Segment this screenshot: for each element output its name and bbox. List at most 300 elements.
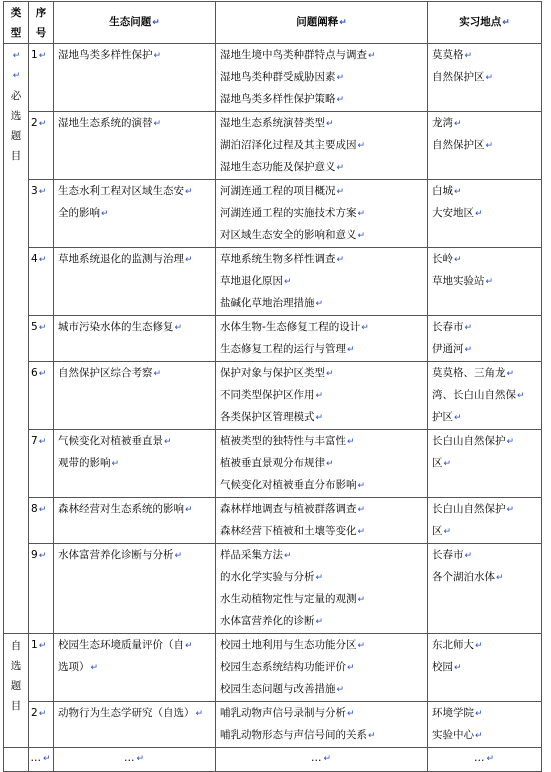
return-mark-icon: ↵ — [326, 459, 334, 469]
return-mark-icon: ↵ — [111, 459, 120, 469]
explain-line — [220, 567, 423, 589]
return-mark-icon: ↵ — [42, 754, 52, 764]
explain-line — [220, 679, 423, 701]
issue-text: 生态水利工程对区域生态安 — [58, 185, 184, 197]
site-cell — [428, 112, 542, 180]
site-line — [432, 113, 537, 135]
return-mark-icon: ↵ — [153, 51, 162, 61]
explain-line — [220, 157, 423, 179]
explain-text: 校园生态系统结构功能评价 — [220, 661, 346, 673]
issue-cell — [54, 112, 216, 180]
issue-cell — [54, 180, 216, 248]
table-row — [4, 180, 542, 248]
issue-line — [58, 431, 211, 453]
issue-text: 动物行为生态学研究（自选） — [58, 707, 195, 719]
site-text: 长白山自然保护 — [432, 435, 506, 447]
header-num-text: 序号 — [35, 6, 47, 39]
return-mark-icon: ↵ — [485, 141, 494, 151]
site-line — [432, 521, 537, 543]
issue-line — [58, 113, 211, 135]
site-text: 自然保护区 — [432, 71, 485, 83]
issue-line — [58, 45, 211, 67]
explain-text: 森林经营下植被和土壤等变化 — [220, 525, 357, 537]
return-mark-icon: ↵ — [475, 731, 483, 741]
return-mark-icon: ↵ — [475, 709, 483, 719]
explain-line — [220, 589, 423, 611]
return-mark-icon: ↵ — [464, 345, 473, 355]
explain-line — [220, 317, 423, 339]
header-explain — [216, 2, 428, 44]
explain-text: 河湖连通工程的项目概况 — [220, 185, 336, 197]
return-mark-icon: ↵ — [326, 119, 334, 129]
explain-text: 湿地生态功能及保护意义 — [220, 161, 336, 173]
explain-line — [220, 499, 423, 521]
site-text: 草地实验站 — [432, 275, 485, 287]
explain-text: 保护对象与保护区类型 — [220, 367, 325, 379]
row-number-text: 1 — [31, 639, 38, 651]
return-mark-icon: ↵ — [153, 369, 162, 379]
explain-line — [220, 545, 423, 567]
site-text: 自然保护区 — [432, 139, 485, 151]
return-mark-icon: ↵ — [443, 459, 452, 469]
site-line — [432, 567, 537, 589]
explain-text: 植被垂直景观分布规律 — [220, 457, 325, 469]
return-mark-icon: ↵ — [361, 323, 369, 333]
header-type-text: 类型 — [10, 6, 22, 39]
row-number-text: 1 — [31, 49, 38, 61]
explain-text: 校园土地利用与生态功能分区 — [220, 639, 357, 651]
issue-line — [58, 249, 211, 271]
return-mark-icon: ↵ — [195, 709, 204, 719]
site-text: 莫莫格、三角龙 — [432, 367, 506, 379]
return-mark-icon: ↵ — [136, 754, 146, 764]
row-number-text: 3 — [31, 185, 38, 197]
issue-cell — [54, 634, 216, 702]
row-number-text: 6 — [31, 367, 38, 379]
site-text: 大安地区 — [432, 207, 474, 219]
return-mark-icon: ↵ — [336, 255, 345, 265]
return-mark-icon: ↵ — [357, 641, 366, 651]
ellipsis-cell — [29, 748, 54, 772]
header-site-text: 实习地点 — [459, 16, 502, 28]
site-line — [432, 45, 537, 67]
row-number-text: 2 — [31, 117, 38, 129]
explain-line — [220, 89, 423, 111]
return-mark-icon: ↵ — [339, 18, 347, 28]
explain-text: 样品采集方法 — [220, 549, 283, 561]
header-site — [428, 2, 542, 44]
site-cell — [428, 498, 542, 544]
explain-line — [220, 225, 423, 247]
explain-text: 盐碱化草地治理措施 — [220, 297, 315, 309]
return-mark-icon: ↵ — [38, 709, 47, 719]
return-mark-icon: ↵ — [368, 51, 376, 61]
explain-cell — [216, 316, 428, 362]
explain-line — [220, 203, 423, 225]
site-line — [432, 385, 537, 407]
return-mark-icon: ↵ — [90, 663, 99, 673]
explain-line — [220, 521, 423, 543]
issue-text: 气候变化对植被垂直景 — [58, 435, 163, 447]
explain-cell — [216, 702, 428, 748]
explain-line — [220, 475, 423, 497]
explain-text: 湿地生境中鸟类种群特点与调查 — [220, 49, 367, 61]
site-line — [432, 249, 537, 271]
explain-text: 草地系统生物多样性调查 — [220, 253, 336, 265]
return-mark-icon: ↵ — [38, 369, 47, 379]
site-cell — [428, 362, 542, 430]
return-mark-icon: ↵ — [454, 119, 462, 129]
site-cell — [428, 44, 542, 112]
issue-cell — [54, 430, 216, 498]
issue-line — [58, 203, 211, 225]
return-mark-icon: ↵ — [326, 369, 334, 379]
site-text: 实验中心 — [432, 729, 474, 741]
return-mark-icon: ↵ — [475, 641, 483, 651]
explain-text: 的水化学实验与分析 — [220, 571, 315, 583]
return-mark-icon: ↵ — [357, 141, 366, 151]
return-mark-icon: ↵ — [315, 413, 324, 423]
row-number-text: 7 — [31, 435, 38, 447]
return-mark-icon: ↵ — [174, 323, 183, 333]
header-issue-text: 生态问题 — [109, 16, 152, 28]
issue-line — [58, 181, 211, 203]
return-mark-icon: ↵ — [315, 299, 324, 309]
issue-text: 选项） — [58, 661, 90, 673]
return-mark-icon: ↵ — [38, 51, 47, 61]
return-mark-icon: ↵ — [357, 231, 366, 241]
explain-line — [220, 363, 423, 385]
site-text: 区 — [432, 525, 443, 537]
return-mark-icon: ↵ — [284, 277, 292, 287]
site-text: 东北师大 — [432, 639, 474, 651]
return-mark-icon: ↵ — [315, 573, 324, 583]
row-number — [29, 248, 54, 316]
site-line — [432, 181, 537, 203]
issue-line — [58, 453, 211, 475]
site-cell — [428, 634, 542, 702]
explain-line — [220, 293, 423, 315]
issue-cell — [54, 544, 216, 634]
issue-cell — [54, 498, 216, 544]
explain-text: 河湖连通工程的实施技术方案 — [220, 207, 357, 219]
site-cell — [428, 316, 542, 362]
explain-text: 湿地生态系统演替类型 — [220, 117, 325, 129]
return-mark-icon: ↵ — [323, 754, 333, 764]
site-text: 白城 — [432, 185, 453, 197]
issue-line — [58, 635, 211, 657]
return-mark-icon: ↵ — [185, 187, 193, 197]
issue-text: 湿地鸟类多样性保护 — [58, 49, 153, 61]
site-line — [432, 725, 537, 747]
return-mark-icon: ↵ — [347, 437, 355, 447]
return-mark-icon: ↵ — [185, 505, 193, 515]
return-mark-icon: ↵ — [38, 641, 47, 651]
issue-cell — [54, 248, 216, 316]
type-char: 题 — [10, 130, 22, 142]
return-mark-icon: ↵ — [336, 163, 345, 173]
return-mark-icon: ↵ — [506, 437, 515, 447]
site-text: 环境学院 — [432, 707, 474, 719]
issue-line — [58, 363, 211, 385]
site-cell — [428, 544, 542, 634]
issue-line — [58, 499, 211, 521]
explain-line — [220, 407, 423, 429]
row-number — [29, 702, 54, 748]
row-number — [29, 180, 54, 248]
table-row — [4, 248, 542, 316]
return-mark-icon: ↵ — [454, 187, 462, 197]
row-number — [29, 112, 54, 180]
ellipsis-row — [4, 748, 542, 772]
row-number — [29, 44, 54, 112]
explain-line — [220, 657, 423, 679]
explain-text: 气候变化对植被垂直分布影响 — [220, 479, 357, 491]
table-row — [4, 498, 542, 544]
return-mark-icon: ↵ — [517, 391, 525, 401]
return-mark-icon: ↵ — [368, 731, 376, 741]
issue-cell — [54, 44, 216, 112]
issue-line — [58, 657, 211, 679]
return-mark-icon: ↵ — [38, 437, 47, 447]
ellipsis-text: … — [310, 752, 323, 764]
site-text: 长岭 — [432, 253, 453, 265]
return-mark-icon: ↵ — [38, 551, 47, 561]
site-line — [432, 135, 537, 157]
practice-topics-table — [3, 1, 542, 772]
explain-line — [220, 431, 423, 453]
return-mark-icon: ↵ — [38, 119, 47, 129]
type-char: 目 — [10, 700, 22, 712]
row-number — [29, 430, 54, 498]
return-mark-icon: ↵ — [357, 527, 366, 537]
site-text: 校园 — [432, 661, 453, 673]
return-mark-icon: ↵ — [357, 595, 366, 605]
return-mark-icon: ↵ — [152, 18, 160, 28]
row-number-text: 8 — [31, 503, 38, 515]
issue-line — [58, 545, 211, 567]
return-mark-icon: ↵ — [464, 323, 473, 333]
return-mark-icon: ↵ — [475, 209, 483, 219]
issue-cell — [54, 702, 216, 748]
explain-text: 湖泊沼泽化过程及其主要成因 — [220, 139, 357, 151]
return-mark-icon: ↵ — [336, 73, 345, 83]
return-mark-icon: ↵ — [454, 663, 462, 673]
issue-cell — [54, 362, 216, 430]
return-mark-icon: ↵ — [38, 505, 47, 515]
ellipsis-cell — [428, 748, 542, 772]
explain-line — [220, 135, 423, 157]
explain-line — [220, 453, 423, 475]
explain-text: 植被类型的独特性与丰富性 — [220, 435, 346, 447]
ellipsis-cell — [4, 748, 29, 772]
row-number — [29, 316, 54, 362]
site-text: 长白山自然保护 — [432, 503, 506, 515]
type-elective-cell — [4, 634, 29, 748]
return-mark-icon: ↵ — [164, 437, 172, 447]
explain-text: 哺乳动物形态与声信号间的关系 — [220, 729, 367, 741]
header-row — [4, 2, 542, 44]
explain-line — [220, 703, 423, 725]
explain-text: 湿地鸟类种群受威胁因素 — [220, 71, 336, 83]
header-num — [29, 2, 54, 44]
site-text: 龙湾 — [432, 117, 453, 129]
explain-line — [220, 271, 423, 293]
explain-line — [220, 249, 423, 271]
issue-line — [58, 703, 211, 725]
site-text: 区 — [432, 457, 443, 469]
ellipsis-text: … — [123, 752, 136, 764]
site-line — [432, 203, 537, 225]
row-number — [29, 634, 54, 702]
explain-text: 水生动植物定性与定量的观测 — [220, 593, 357, 605]
type-char: 选 — [10, 110, 22, 122]
return-mark-icon: ↵ — [12, 71, 21, 81]
return-mark-icon: ↵ — [357, 505, 366, 515]
table-row — [4, 362, 542, 430]
return-mark-icon: ↵ — [347, 345, 355, 355]
type-char: 必 — [10, 90, 22, 102]
explain-line — [220, 385, 423, 407]
site-line — [432, 407, 537, 429]
explain-text: 水体生物-生态修复工程的设计 — [220, 321, 361, 333]
type-char: 目 — [10, 150, 22, 162]
return-mark-icon: ↵ — [454, 413, 462, 423]
site-line — [432, 635, 537, 657]
return-mark-icon: ↵ — [315, 391, 324, 401]
row-number-text: 5 — [31, 321, 38, 333]
site-cell — [428, 430, 542, 498]
issue-text: 全的影响 — [58, 207, 100, 219]
return-mark-icon: ↵ — [38, 323, 47, 333]
ellipsis-cell — [54, 748, 216, 772]
site-text: 各个湖泊水体 — [432, 571, 495, 583]
explain-line — [220, 611, 423, 633]
return-mark-icon: ↵ — [153, 119, 162, 129]
explain-text: 哺乳动物声信号录制与分析 — [220, 707, 346, 719]
type-char: 选 — [10, 660, 22, 672]
site-cell — [428, 180, 542, 248]
ellipsis-text: … — [473, 752, 486, 764]
explain-text: 校园生态问题与改善措施 — [220, 683, 336, 695]
table-row — [4, 430, 542, 498]
header-issue — [54, 2, 216, 44]
issue-text: 水体富营养化诊断与分析 — [58, 549, 174, 561]
return-mark-icon: ↵ — [336, 187, 345, 197]
table-row — [4, 112, 542, 180]
row-number — [29, 362, 54, 430]
return-mark-icon: ↵ — [347, 709, 355, 719]
site-text: 湾、长白山自然保 — [432, 389, 516, 401]
explain-text: 对区域生态安全的影响和意义 — [220, 229, 357, 241]
return-mark-icon: ↵ — [284, 551, 292, 561]
site-line — [432, 67, 537, 89]
site-text: 长春市 — [432, 549, 464, 561]
return-mark-icon: ↵ — [486, 754, 496, 764]
return-mark-icon: ↵ — [464, 551, 473, 561]
type-required-cell — [4, 44, 29, 634]
explain-text: 草地退化原因 — [220, 275, 283, 287]
explain-cell — [216, 498, 428, 544]
explain-line — [220, 725, 423, 747]
ellipsis-text: … — [30, 752, 42, 764]
explain-text: 森林样地调查与植被群落调查 — [220, 503, 357, 515]
return-mark-icon: ↵ — [12, 51, 21, 61]
row-number — [29, 544, 54, 634]
issue-cell — [54, 316, 216, 362]
explain-cell — [216, 634, 428, 702]
site-text: 长春市 — [432, 321, 464, 333]
site-line — [432, 271, 537, 293]
explain-text: 水体富营养化的诊断 — [220, 615, 315, 627]
issue-text: 自然保护区综合考察 — [58, 367, 153, 379]
return-mark-icon: ↵ — [485, 73, 494, 83]
explain-cell — [216, 44, 428, 112]
return-mark-icon: ↵ — [101, 209, 109, 219]
row-number-text: 9 — [31, 549, 38, 561]
type-char: 题 — [10, 680, 22, 692]
explain-cell — [216, 544, 428, 634]
site-line — [432, 657, 537, 679]
explain-text: 各类保护区管理模式 — [220, 411, 315, 423]
issue-line — [58, 317, 211, 339]
explain-text: 湿地鸟类多样性保护策略 — [220, 93, 336, 105]
explain-text: 不同类型保护区作用 — [220, 389, 315, 401]
table-row — [4, 316, 542, 362]
return-mark-icon: ↵ — [496, 573, 504, 583]
header-explain-text: 问题阐释 — [296, 16, 339, 28]
row-number-text: 4 — [31, 253, 38, 265]
table-row — [4, 44, 542, 112]
issue-text: 湿地生态系统的演替 — [58, 117, 153, 129]
table-row — [4, 544, 542, 634]
issue-text: 观带的影响 — [58, 457, 111, 469]
return-mark-icon: ↵ — [347, 663, 355, 673]
return-mark-icon: ↵ — [336, 685, 345, 695]
table-row — [4, 702, 542, 748]
return-mark-icon: ↵ — [185, 255, 193, 265]
explain-cell — [216, 430, 428, 498]
site-line — [432, 453, 537, 475]
row-number-text: 2 — [31, 707, 38, 719]
table-row — [4, 634, 542, 702]
site-text: 护区 — [432, 411, 453, 423]
explain-cell — [216, 112, 428, 180]
return-mark-icon: ↵ — [185, 641, 193, 651]
return-mark-icon: ↵ — [315, 617, 324, 627]
issue-text: 校园生态环境质量评价（自 — [58, 639, 184, 651]
return-mark-icon: ↵ — [336, 95, 345, 105]
return-mark-icon: ↵ — [506, 505, 515, 515]
site-line — [432, 545, 537, 567]
return-mark-icon: ↵ — [174, 551, 183, 561]
return-mark-icon: ↵ — [443, 527, 452, 537]
issue-text: 森林经营对生态系统的影响 — [58, 503, 184, 515]
header-type — [4, 2, 29, 44]
explain-cell — [216, 248, 428, 316]
site-text: 伊通河 — [432, 343, 464, 355]
return-mark-icon: ↵ — [485, 277, 494, 287]
return-mark-icon: ↵ — [357, 209, 366, 219]
ellipsis-cell — [216, 748, 428, 772]
site-line — [432, 431, 537, 453]
return-mark-icon: ↵ — [454, 255, 462, 265]
site-line — [432, 339, 537, 361]
explain-line — [220, 635, 423, 657]
explain-line — [220, 339, 423, 361]
row-number — [29, 498, 54, 544]
explain-line — [220, 181, 423, 203]
